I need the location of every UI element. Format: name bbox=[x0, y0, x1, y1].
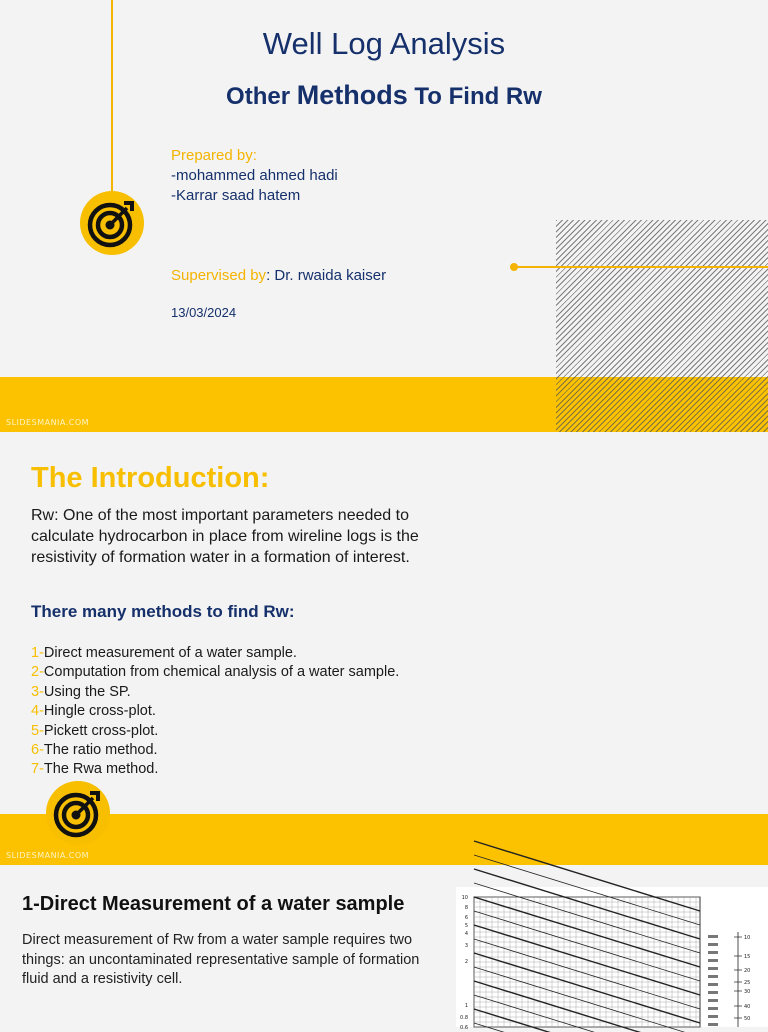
target-arrow-icon bbox=[46, 781, 110, 845]
list-item bbox=[31, 760, 399, 779]
left-tick-label: 3 bbox=[464, 943, 468, 949]
subtitle-part: Methods bbox=[296, 80, 408, 110]
scale-mark bbox=[708, 975, 718, 978]
item-number: 7- bbox=[31, 761, 44, 778]
item-number: 5- bbox=[31, 722, 44, 739]
scale-mark bbox=[708, 967, 718, 970]
subtitle-part: To Find Rw bbox=[407, 83, 542, 110]
supervised-by-label: Supervised by bbox=[171, 267, 267, 284]
list-item bbox=[31, 644, 399, 663]
supervisor-line bbox=[171, 267, 386, 284]
item-number: 2- bbox=[31, 664, 44, 681]
methods-heading: There many methods to find Rw: bbox=[31, 602, 295, 621]
right-tick-label: 50 bbox=[744, 1016, 751, 1022]
title-slide bbox=[0, 0, 768, 432]
list-item bbox=[31, 722, 399, 741]
brand-watermark: SLIDESMANIA.COM bbox=[6, 418, 90, 427]
list-item bbox=[31, 702, 399, 721]
item-text: The Rwa method. bbox=[43, 761, 159, 778]
presentation-date: 13/03/2024 bbox=[171, 305, 237, 320]
author-name: -mohammed ahmed hadi bbox=[171, 167, 338, 184]
introduction-slide bbox=[0, 432, 768, 865]
left-tick-label: 0.8 bbox=[460, 1015, 468, 1021]
direct-measurement-slide bbox=[0, 865, 768, 1031]
left-tick-label: 4 bbox=[464, 931, 468, 937]
scale-mark bbox=[708, 999, 718, 1002]
scale-mark bbox=[708, 1023, 718, 1026]
right-tick-label: 15 bbox=[744, 954, 751, 960]
accent-band bbox=[0, 814, 768, 865]
left-tick-label: 0.6 bbox=[460, 1025, 468, 1031]
item-text: The ratio method. bbox=[43, 742, 158, 759]
scale-mark bbox=[708, 983, 718, 986]
item-number: 6- bbox=[31, 742, 44, 759]
right-tick-label: 10 bbox=[744, 935, 751, 941]
prepared-by-label: Prepared by: bbox=[171, 147, 257, 164]
introduction-heading: The Introduction: bbox=[31, 462, 270, 494]
supervisor-name: : Dr. rwaida kaiser bbox=[266, 267, 387, 284]
subtitle-part: Other bbox=[226, 83, 297, 110]
item-number: 1- bbox=[31, 645, 44, 661]
item-text: Direct measurement of a water sample. bbox=[43, 645, 297, 661]
right-tick-label: 40 bbox=[744, 1004, 751, 1010]
item-text: Using the SP. bbox=[43, 683, 131, 700]
left-tick-label: 6 bbox=[464, 915, 468, 921]
left-tick-label: 5 bbox=[464, 923, 468, 929]
methods-list bbox=[31, 644, 399, 780]
item-text: Computation from chemical analysis of a water sample. bbox=[43, 664, 400, 681]
scale-mark bbox=[708, 951, 718, 954]
left-tick-label: 8 bbox=[464, 905, 468, 911]
authors-list bbox=[171, 166, 338, 206]
section-text: Direct measurement of Rw from a water sample requires two things: an uncontaminated representative sample of formation fluid and a resistivity cell. bbox=[22, 932, 420, 987]
presentation-title: Well Log Analysis bbox=[262, 26, 506, 61]
scale-mark bbox=[708, 991, 718, 994]
left-tick-label: 1 bbox=[464, 1003, 468, 1009]
resistivity-chart bbox=[456, 887, 768, 1031]
clipped-text bbox=[22, 1011, 322, 1031]
presentation-subtitle bbox=[0, 80, 768, 111]
item-number: 4- bbox=[31, 703, 44, 720]
scale-mark bbox=[708, 1015, 718, 1018]
introduction-text: Rw: One of the most important parameters needed to calculate hydrocarbon in place from wireline logs is the resistivity of formation water in a formation of interest. bbox=[31, 507, 419, 566]
scale-mark bbox=[708, 935, 718, 938]
item-text: Hingle cross-plot. bbox=[43, 703, 156, 720]
hatch-pattern bbox=[556, 220, 768, 432]
right-tick-label: 30 bbox=[744, 989, 751, 995]
accent-dot bbox=[510, 263, 518, 271]
item-text: Pickett cross-plot. bbox=[43, 722, 159, 739]
right-tick-label: 25 bbox=[744, 980, 751, 986]
item-number: 3- bbox=[31, 683, 44, 700]
resistivity-chart-svg bbox=[456, 887, 768, 1031]
horizontal-accent-line bbox=[514, 266, 768, 268]
scale-mark bbox=[708, 959, 718, 962]
author-name: -Karrar saad hatem bbox=[171, 187, 301, 204]
left-tick-label: 2 bbox=[464, 959, 468, 965]
section-heading: 1-Direct Measurement of a water sample bbox=[22, 893, 405, 915]
target-arrow-icon bbox=[80, 191, 144, 255]
list-item bbox=[31, 683, 399, 702]
scale-mark bbox=[708, 943, 718, 946]
list-item bbox=[31, 663, 399, 682]
left-tick-label: 10 bbox=[461, 895, 468, 901]
list-item bbox=[31, 741, 399, 760]
scale-mark bbox=[708, 1007, 718, 1010]
right-tick-label: 20 bbox=[744, 968, 751, 974]
brand-watermark: SLIDESMANIA.COM bbox=[6, 851, 90, 860]
